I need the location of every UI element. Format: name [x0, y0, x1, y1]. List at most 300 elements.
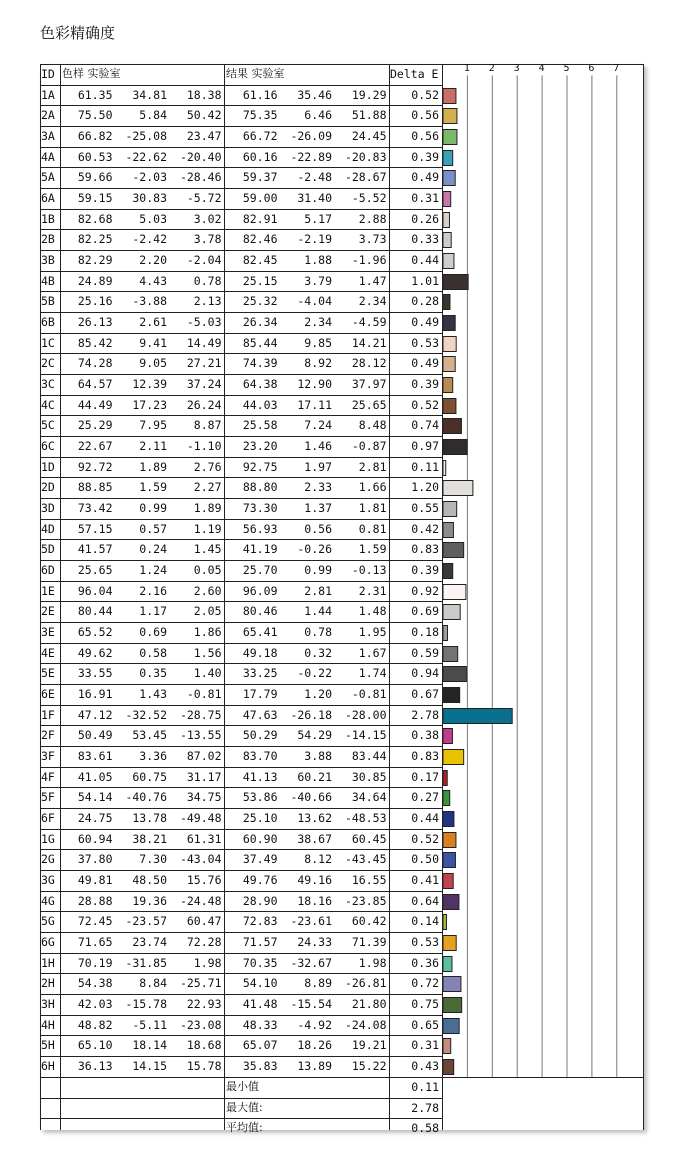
sample-lab-value: 31.17: [186, 769, 222, 784]
sample-lab-value: 60.47: [186, 914, 222, 929]
result-lab-value: 71.57: [242, 935, 278, 950]
sample-lab-value: 18.68: [186, 1038, 222, 1053]
sample-lab-value: -13.55: [179, 728, 222, 743]
delta-e-bar: [443, 936, 456, 951]
result-lab-value: 30.85: [351, 769, 387, 784]
sample-lab-value: 65.52: [77, 625, 113, 640]
result-lab-value: 25.58: [242, 418, 278, 433]
result-lab-value: 80.46: [242, 604, 278, 619]
result-lab-value: 0.99: [304, 563, 332, 578]
delta-e-bar: [443, 89, 456, 104]
result-lab-value: 49.16: [297, 873, 332, 888]
result-lab-value: 1.48: [358, 604, 387, 619]
delta-e-bar: [443, 233, 451, 248]
result-lab-value: 31.40: [297, 191, 332, 206]
result-lab-value: -0.81: [351, 687, 387, 702]
result-lab-value: 1.97: [304, 459, 332, 474]
page-title: 色彩精确度: [40, 24, 116, 42]
result-lab-value: -5.52: [351, 191, 387, 206]
sample-lab-value: 72.45: [77, 914, 113, 929]
delta-e-value: 0.52: [411, 831, 439, 846]
summary-label: 最大值:: [226, 1100, 263, 1114]
result-lab-value: 1.46: [304, 439, 332, 454]
sample-lab-value: 0.57: [139, 521, 167, 536]
sample-lab-value: 44.49: [77, 397, 113, 412]
result-lab-value: -0.22: [297, 666, 332, 681]
delta-e-value: 0.52: [411, 87, 439, 102]
sample-lab-value: 1.45: [193, 542, 222, 557]
delta-e-bar: [443, 151, 453, 166]
sample-lab-value: 36.13: [77, 1059, 113, 1074]
delta-e-bar: [443, 791, 450, 806]
sample-lab-value: 57.15: [77, 521, 113, 536]
result-lab-value: 2.34: [358, 294, 387, 309]
delta-e-bar: [443, 1039, 451, 1054]
delta-e-bar: [443, 729, 452, 744]
row-id: 4H: [41, 1017, 55, 1032]
result-lab-value: -4.59: [351, 315, 387, 330]
sample-lab-value: 88.85: [77, 480, 113, 495]
sample-lab-value: 2.05: [193, 604, 222, 619]
result-lab-value: 70.35: [242, 955, 278, 970]
sample-lab-value: 0.35: [139, 666, 167, 681]
result-lab-value: -4.92: [297, 1017, 332, 1032]
result-lab-value: -28.00: [344, 707, 387, 722]
row-id: 2C: [41, 356, 55, 371]
result-lab-value: 59.00: [242, 191, 278, 206]
delta-e-bar: [443, 585, 466, 600]
sample-lab-value: 1.89: [139, 459, 167, 474]
result-lab-value: 2.88: [358, 211, 387, 226]
summary-label: 最小值: [226, 1079, 259, 1093]
delta-e-bar: [443, 109, 457, 124]
sample-lab-value: 2.16: [139, 583, 167, 598]
result-lab-value: 54.29: [297, 728, 332, 743]
result-lab-value: 2.33: [304, 480, 332, 495]
sample-lab-value: 72.28: [186, 935, 222, 950]
result-lab-value: 41.13: [242, 769, 278, 784]
delta-e-value: 0.52: [411, 397, 439, 412]
result-lab-value: 1.44: [304, 604, 332, 619]
sample-lab-value: 66.82: [77, 129, 113, 143]
row-id: 1C: [41, 335, 55, 350]
result-lab-value: 13.89: [297, 1059, 332, 1074]
row-id: 6C: [41, 439, 55, 454]
delta-e-value: 0.18: [411, 625, 439, 640]
result-lab-value: 28.12: [351, 356, 387, 371]
result-lab-value: -0.26: [297, 542, 332, 557]
sample-lab-value: 0.05: [193, 563, 222, 578]
delta-e-bar: [443, 688, 460, 703]
delta-e-value: 0.55: [411, 501, 439, 516]
sample-lab-value: -31.85: [125, 955, 167, 970]
row-id: 6D: [41, 563, 55, 578]
sample-lab-value: 37.80: [77, 852, 113, 867]
row-id: 1D: [41, 459, 55, 474]
result-lab-value: 5.17: [304, 211, 332, 226]
summary-value: 2.78: [411, 1100, 439, 1115]
sample-lab-value: 53.45: [132, 728, 167, 743]
result-lab-value: 35.83: [242, 1059, 278, 1074]
delta-e-bar: [443, 461, 446, 476]
row-id: 6E: [41, 687, 55, 702]
delta-e-value: 0.53: [411, 935, 439, 950]
result-lab-value: -24.08: [344, 1017, 387, 1032]
sample-lab-value: 64.57: [77, 377, 113, 392]
result-lab-value: 75.35: [242, 108, 278, 123]
delta-e-bar: [443, 812, 454, 827]
sample-lab-value: 30.83: [132, 191, 167, 206]
sample-lab-value: 1.56: [193, 645, 222, 660]
sample-lab-value: 23.74: [132, 935, 167, 950]
summary-value: 0.11: [411, 1079, 439, 1094]
sample-lab-value: 71.65: [77, 935, 113, 950]
sample-lab-value: 0.69: [139, 625, 167, 640]
row-id: 3C: [41, 377, 55, 392]
sample-lab-value: 96.04: [77, 583, 113, 598]
sample-lab-value: 7.95: [139, 418, 167, 433]
sample-lab-value: 18.14: [132, 1038, 167, 1053]
sample-lab-value: 16.91: [77, 687, 113, 702]
result-lab-value: 92.75: [242, 459, 278, 474]
result-lab-value: 19.21: [351, 1038, 387, 1053]
delta-e-value: 0.31: [411, 1038, 439, 1053]
delta-e-bar: [443, 295, 450, 310]
sample-lab-value: 48.50: [132, 873, 167, 888]
sample-lab-value: 1.43: [139, 687, 167, 702]
delta-e-value: 0.11: [411, 459, 439, 474]
result-lab-value: 8.48: [358, 418, 387, 433]
row-id: 2D: [41, 480, 55, 495]
sample-lab-value: 3.02: [193, 211, 222, 226]
result-lab-value: 41.48: [242, 997, 278, 1012]
row-id: 6F: [41, 811, 55, 826]
result-lab-value: 1.37: [304, 501, 332, 516]
result-lab-value: 17.79: [242, 687, 278, 702]
sample-lab-value: 15.76: [186, 873, 222, 888]
result-lab-value: 34.64: [351, 790, 387, 805]
row-id: 3F: [41, 749, 55, 764]
header-delta-e: Delta E: [390, 67, 439, 81]
delta-e-value: 0.43: [411, 1059, 439, 1074]
delta-e-value: 0.56: [411, 108, 439, 123]
delta-e-value: 0.49: [411, 356, 439, 371]
result-lab-value: 7.24: [304, 418, 332, 433]
axis-tick-label: 3: [513, 63, 520, 74]
sample-lab-value: -25.08: [125, 129, 167, 143]
sample-lab-value: -40.76: [125, 790, 167, 805]
row-id: 2A: [41, 108, 55, 123]
result-lab-value: 2.34: [304, 315, 332, 330]
result-lab-value: -0.13: [351, 563, 387, 578]
result-lab-value: 60.21: [297, 769, 332, 784]
sample-lab-value: 70.19: [77, 955, 113, 970]
row-id: 3D: [41, 501, 55, 516]
result-lab-value: 15.22: [351, 1059, 387, 1074]
sample-lab-value: 1.59: [139, 480, 167, 495]
delta-e-value: 0.75: [411, 997, 439, 1012]
result-lab-value: 3.79: [304, 273, 332, 288]
sample-lab-value: -20.40: [179, 149, 222, 164]
row-id: 5F: [41, 790, 55, 805]
result-lab-value: 1.59: [358, 542, 387, 557]
row-id: 3E: [41, 625, 55, 640]
sample-lab-value: 41.05: [77, 769, 113, 784]
result-lab-value: 3.73: [358, 232, 387, 247]
sample-lab-value: 87.02: [186, 749, 222, 764]
sample-lab-value: 2.76: [193, 459, 222, 474]
delta-e-bar: [443, 853, 455, 868]
result-lab-value: 1.98: [358, 955, 387, 970]
delta-e-bar: [443, 399, 456, 414]
sample-lab-value: 15.78: [186, 1059, 222, 1074]
result-lab-value: 18.26: [297, 1038, 332, 1053]
sample-lab-value: 18.38: [186, 87, 222, 102]
result-lab-value: 1.74: [358, 666, 387, 681]
sample-lab-value: 34.75: [186, 790, 222, 805]
result-lab-value: -40.66: [290, 790, 332, 805]
sample-lab-value: 8.84: [139, 976, 167, 991]
delta-e-value: 0.50: [411, 852, 439, 867]
delta-e-value: 0.64: [411, 893, 439, 908]
sample-lab-value: 80.44: [77, 604, 113, 619]
row-id: 4G: [41, 893, 55, 908]
delta-e-bar: [443, 171, 455, 186]
delta-e-bar: [443, 502, 457, 517]
sample-lab-value: 8.87: [193, 418, 222, 433]
delta-e-bar: [443, 357, 455, 372]
delta-e-value: 0.28: [411, 294, 439, 309]
delta-e-value: 0.97: [411, 439, 439, 454]
result-lab-value: 48.33: [242, 1017, 278, 1032]
sample-lab-value: 2.27: [193, 480, 222, 495]
row-id: 6H: [41, 1059, 55, 1074]
delta-e-bar: [443, 130, 457, 145]
sample-lab-value: 85.42: [77, 335, 113, 350]
row-id: 5E: [41, 666, 55, 681]
header-id: ID: [41, 67, 55, 81]
delta-e-value: 0.56: [411, 129, 439, 143]
result-lab-value: -43.45: [344, 852, 387, 867]
row-id: 2F: [41, 728, 55, 743]
delta-e-value: 0.17: [411, 769, 439, 784]
result-lab-value: 88.80: [242, 480, 278, 495]
result-lab-value: 37.49: [242, 852, 278, 867]
sample-lab-value: 61.31: [186, 831, 222, 846]
color-accuracy-table: [40, 63, 644, 1136]
sample-lab-value: -24.48: [179, 893, 222, 908]
sample-lab-value: 49.81: [77, 873, 113, 888]
sample-lab-value: 73.42: [77, 501, 113, 516]
result-lab-value: 51.88: [351, 108, 387, 123]
delta-e-bar: [443, 337, 456, 352]
delta-e-bar: [443, 1060, 454, 1075]
sample-lab-value: 92.72: [77, 459, 113, 474]
sample-lab-value: -15.78: [125, 997, 167, 1012]
delta-e-bar: [443, 998, 462, 1013]
result-lab-value: 74.39: [242, 356, 278, 371]
row-id: 4E: [41, 645, 55, 660]
sample-lab-value: 34.81: [132, 87, 167, 102]
result-lab-value: 44.03: [242, 397, 278, 412]
sample-lab-value: -23.57: [125, 914, 167, 929]
result-lab-value: 25.32: [242, 294, 278, 309]
result-lab-value: 72.83: [242, 914, 278, 929]
delta-e-bar: [443, 833, 456, 848]
result-lab-value: 60.42: [351, 914, 387, 929]
sample-lab-value: 1.17: [139, 604, 167, 619]
delta-e-bar: [443, 564, 453, 579]
row-id: 4D: [41, 521, 55, 536]
delta-e-value: 0.36: [411, 955, 439, 970]
sample-lab-value: -2.04: [186, 253, 222, 268]
sample-lab-value: 42.03: [77, 997, 113, 1012]
delta-e-bar: [443, 213, 449, 228]
row-id: 6A: [41, 191, 55, 206]
delta-e-bar: [443, 543, 464, 558]
row-id: 6G: [41, 935, 55, 950]
sample-lab-value: 7.30: [139, 852, 167, 867]
result-lab-value: 28.90: [242, 893, 278, 908]
axis-tick-label: 2: [488, 63, 495, 74]
sample-lab-value: 17.23: [132, 397, 167, 412]
sample-lab-value: 1.19: [193, 521, 222, 536]
delta-e-bar: [443, 667, 466, 682]
delta-e-bar: [443, 915, 446, 930]
row-id: 3A: [41, 129, 55, 143]
sample-lab-value: -1.10: [186, 439, 222, 454]
sample-lab-value: -0.81: [186, 687, 222, 702]
result-lab-value: 13.62: [297, 811, 332, 826]
result-lab-value: -2.19: [297, 232, 332, 247]
sample-lab-value: 1.24: [139, 563, 167, 578]
delta-e-bar: [443, 647, 458, 662]
result-lab-value: 82.91: [242, 211, 278, 226]
row-id: 3H: [41, 997, 55, 1012]
sample-lab-value: -5.03: [186, 315, 222, 330]
sample-lab-value: 9.41: [139, 335, 167, 350]
result-lab-value: -23.61: [290, 914, 332, 929]
row-id: 2B: [41, 232, 55, 247]
result-lab-value: 1.67: [358, 645, 387, 660]
sample-lab-value: 0.24: [139, 542, 167, 557]
sample-lab-value: 9.05: [139, 356, 167, 371]
sample-lab-value: 50.42: [186, 108, 222, 123]
sample-lab-value: 75.50: [77, 108, 113, 123]
row-id: 1A: [41, 87, 55, 102]
sample-lab-value: 22.67: [77, 439, 113, 454]
delta-e-bar: [443, 481, 473, 496]
result-lab-value: -32.67: [290, 955, 332, 970]
result-lab-value: -26.18: [290, 707, 332, 722]
result-lab-value: -28.67: [344, 170, 387, 185]
sample-lab-value: 0.58: [139, 645, 167, 660]
result-lab-value: 64.38: [242, 377, 278, 392]
sample-lab-value: -22.62: [125, 149, 167, 164]
result-lab-value: 25.15: [242, 273, 278, 288]
delta-e-bar: [443, 874, 453, 889]
delta-e-bar: [443, 977, 461, 992]
result-lab-value: 49.18: [242, 645, 278, 660]
delta-e-value: 0.65: [411, 1017, 439, 1032]
delta-e-bar: [443, 1019, 459, 1034]
sample-lab-value: 49.62: [77, 645, 113, 660]
delta-e-value: 0.94: [411, 666, 439, 681]
sample-lab-value: 4.43: [139, 273, 167, 288]
sample-lab-value: 2.11: [139, 439, 167, 454]
sample-lab-value: 13.78: [132, 811, 167, 826]
result-lab-value: -4.04: [297, 294, 332, 309]
delta-e-value: 1.20: [411, 480, 439, 495]
sample-lab-value: 24.75: [77, 811, 113, 826]
sample-lab-value: 47.12: [77, 707, 113, 722]
result-lab-value: -0.87: [351, 439, 387, 454]
result-lab-value: 54.10: [242, 976, 278, 991]
delta-e-value: 0.74: [411, 418, 439, 433]
sample-lab-value: 54.38: [77, 976, 113, 991]
row-id: 5C: [41, 418, 55, 433]
result-lab-value: 50.29: [242, 728, 278, 743]
row-id: 2G: [41, 852, 55, 867]
sample-lab-value: 60.94: [77, 831, 113, 846]
sample-lab-value: 22.93: [186, 997, 222, 1012]
header-result: 结果 实验室: [226, 67, 285, 80]
delta-e-value: 0.27: [411, 790, 439, 805]
result-lab-value: 1.95: [358, 625, 387, 640]
sample-lab-value: 19.36: [132, 893, 167, 908]
sample-lab-value: 60.75: [132, 769, 167, 784]
row-id: 4A: [41, 149, 55, 164]
result-lab-value: 96.09: [242, 583, 278, 598]
result-lab-value: -2.48: [297, 170, 332, 185]
result-lab-value: 83.44: [351, 749, 387, 764]
sample-lab-value: 37.24: [186, 377, 222, 392]
delta-e-bar: [443, 771, 447, 786]
row-id: 1G: [41, 831, 55, 846]
delta-e-value: 0.44: [411, 253, 439, 268]
sample-lab-value: 5.03: [139, 211, 167, 226]
sample-lab-value: -28.75: [179, 707, 222, 722]
sample-lab-value: 26.13: [77, 315, 113, 330]
delta-e-bar: [443, 316, 455, 331]
result-lab-value: 8.89: [304, 976, 332, 991]
row-id: 5G: [41, 914, 55, 929]
sample-lab-value: 33.55: [77, 666, 113, 681]
result-lab-value: 14.21: [351, 335, 387, 350]
result-lab-value: 56.93: [242, 521, 278, 536]
delta-e-value: 0.39: [411, 377, 439, 392]
sample-lab-value: 41.57: [77, 542, 113, 557]
sample-lab-value: 65.10: [77, 1038, 113, 1053]
result-lab-value: 1.20: [304, 687, 332, 702]
sample-lab-value: 26.24: [186, 397, 222, 412]
sample-lab-value: -3.88: [132, 294, 167, 309]
result-lab-value: 25.10: [242, 811, 278, 826]
result-lab-value: 8.12: [304, 852, 332, 867]
result-lab-value: 16.55: [351, 873, 387, 888]
result-lab-value: -48.53: [344, 811, 387, 826]
result-lab-value: 25.70: [242, 563, 278, 578]
result-lab-value: 82.46: [242, 232, 278, 247]
sample-lab-value: 82.29: [77, 253, 113, 268]
result-lab-value: 82.45: [242, 253, 278, 268]
delta-e-value: 1.01: [411, 273, 439, 288]
result-lab-value: 24.33: [297, 935, 332, 950]
result-lab-value: 38.67: [297, 831, 332, 846]
row-id: 5A: [41, 170, 55, 185]
sample-lab-value: 2.60: [193, 583, 222, 598]
result-lab-value: 2.81: [358, 459, 387, 474]
